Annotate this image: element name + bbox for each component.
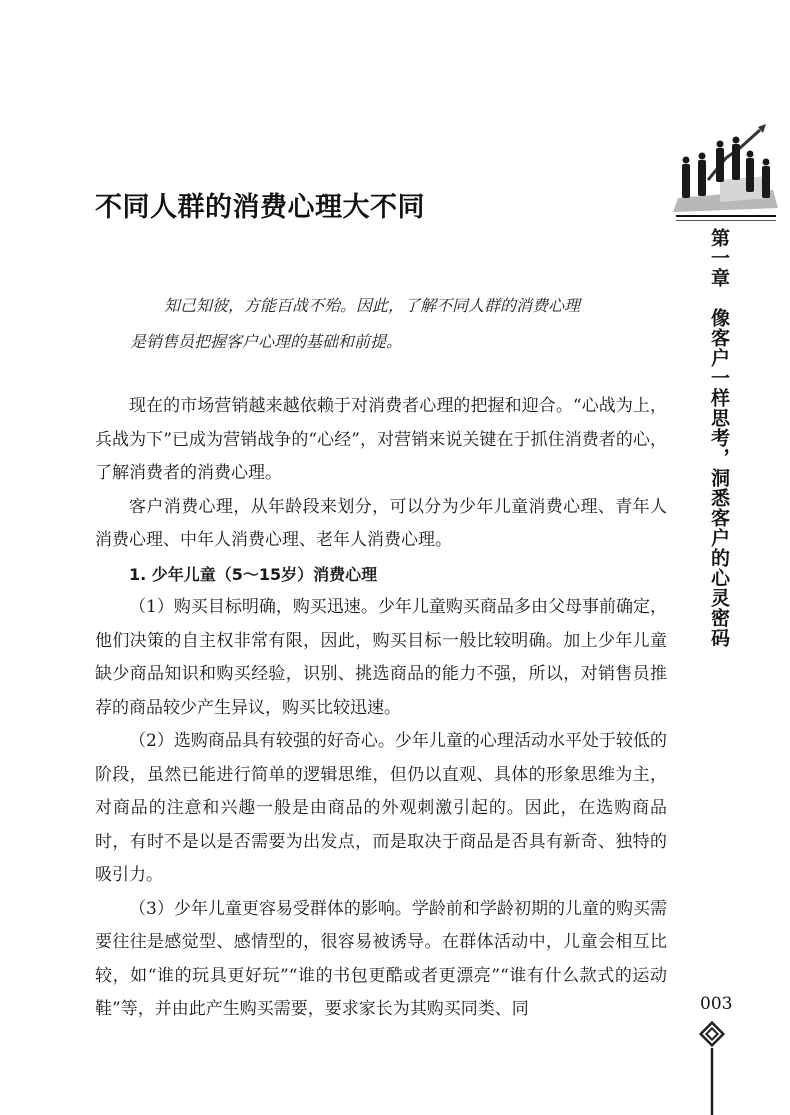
intro-line-2: 是销售员把握客户心理的基础和前提。 bbox=[130, 332, 403, 351]
page-ornament bbox=[692, 1018, 732, 1115]
paragraph-2: 客户消费心理，从年龄段来划分，可以分为少年儿童消费心理、青年人消费心理、中年人消费心理、老年人消费心理。 bbox=[95, 496, 667, 550]
business-people-illustration bbox=[668, 118, 783, 214]
paragraph-3: （1）购买目标明确，购买迅速。少年儿童购买商品多由父母事前确定，他们决策的自主权非常有限，因此，购买目标一般比较明确。加上少年儿童缺少商品知识和购买经验，识别、挑选商品的能力不强，所以，对销售员推荐的商品较少产生异议，购买比较迅速。 bbox=[95, 597, 667, 718]
sidebar-rule bbox=[676, 215, 776, 217]
intro-quote bbox=[130, 288, 650, 360]
intro-line-1: 知己知彼，方能百战不殆。因此，了解不同人群的消费心理 bbox=[164, 296, 581, 315]
section-heading: 1. 少年儿童（5～15岁）消费心理 bbox=[129, 564, 378, 584]
paragraph-1: 现在的市场营销越来越依赖于对消费者心理的把握和迎合。“心战为上，兵战为下”已成为营销战争的“心经”，对营销来说关键在于抓住消费者的心，了解消费者的消费心理。 bbox=[95, 396, 667, 483]
sidebar-rule-thin bbox=[676, 220, 776, 221]
page-number: 003 bbox=[700, 994, 733, 1014]
chapter-title: 像客户一样思考，洞悉客户的心灵密码 bbox=[708, 308, 730, 648]
chapter-label-vertical bbox=[700, 228, 730, 648]
paragraph-5: （3）少年儿童更容易受群体的影响。学龄前和学龄初期的儿童的购买需要往往是感觉型、感情型的，很容易被诱导。在群体活动中，儿童会相互比较，如“谁的玩具更好玩”“谁的书包更酷或者更漂亮”“谁有什么款式的运动鞋”等，并由此产生购买需要，要求家长为其购买同类、同 bbox=[95, 898, 667, 1019]
paragraph-4: （2）选购商品具有较强的好奇心。少年儿童的心理活动水平处于较低的阶段，虽然已能进行简单的逻辑思维，但仍以直观、具体的形象思维为主，对商品的注意和兴趣一般是由商品的外观刺激引起的。因此，在选购商品时，有时不是以是否需要为出发点，而是取决于商品是否具有新奇、独特的吸引力。 bbox=[95, 731, 667, 885]
chapter-number: 第一章 bbox=[708, 228, 730, 288]
page-title: 不同人群的消费心理大不同 bbox=[95, 192, 425, 223]
body-text bbox=[95, 390, 667, 1027]
